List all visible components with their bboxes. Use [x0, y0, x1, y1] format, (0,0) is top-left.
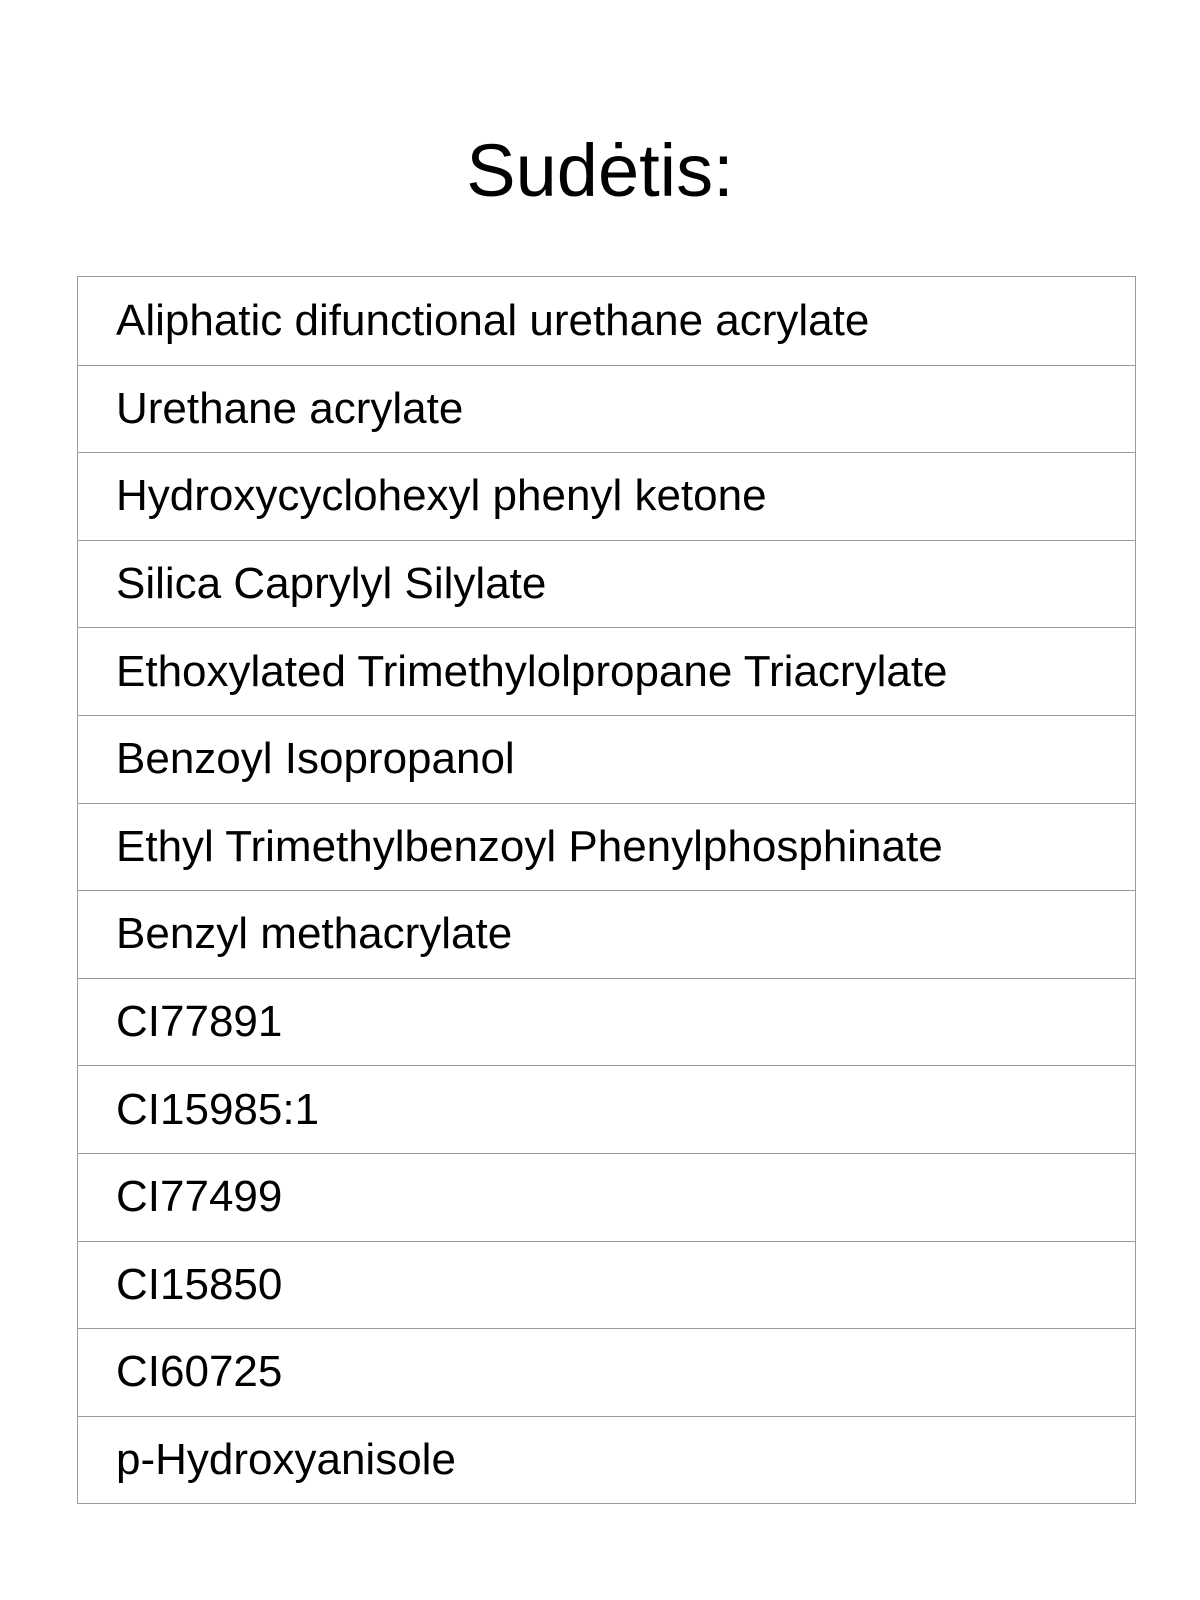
page-title: Sudėtis: — [466, 129, 734, 212]
ingredient-row: Hydroxycyclohexyl phenyl ketone — [78, 452, 1135, 540]
ingredient-row: Benzyl methacrylate — [78, 890, 1135, 978]
ingredient-row: Benzoyl Isopropanol — [78, 715, 1135, 803]
ingredient-row: p-Hydroxyanisole — [78, 1416, 1135, 1504]
ingredient-row: CI15985:1 — [78, 1065, 1135, 1153]
ingredient-row: CI77891 — [78, 978, 1135, 1066]
ingredient-row: Urethane acrylate — [78, 365, 1135, 453]
ingredient-row: CI77499 — [78, 1153, 1135, 1241]
ingredient-row: Aliphatic difunctional urethane acrylate — [116, 295, 870, 345]
ingredient-row: Ethoxylated Trimethylolpropane Triacrylate — [78, 627, 1135, 715]
ingredient-row: CI60725 — [78, 1328, 1135, 1416]
ingredient-row: CI15850 — [78, 1241, 1135, 1329]
ingredient-row: Ethyl Trimethylbenzoyl Phenylphosphinate — [78, 803, 1135, 891]
ingredient-row: Silica Caprylyl Silylate — [78, 540, 1135, 628]
ingredients-table — [77, 276, 1136, 1504]
